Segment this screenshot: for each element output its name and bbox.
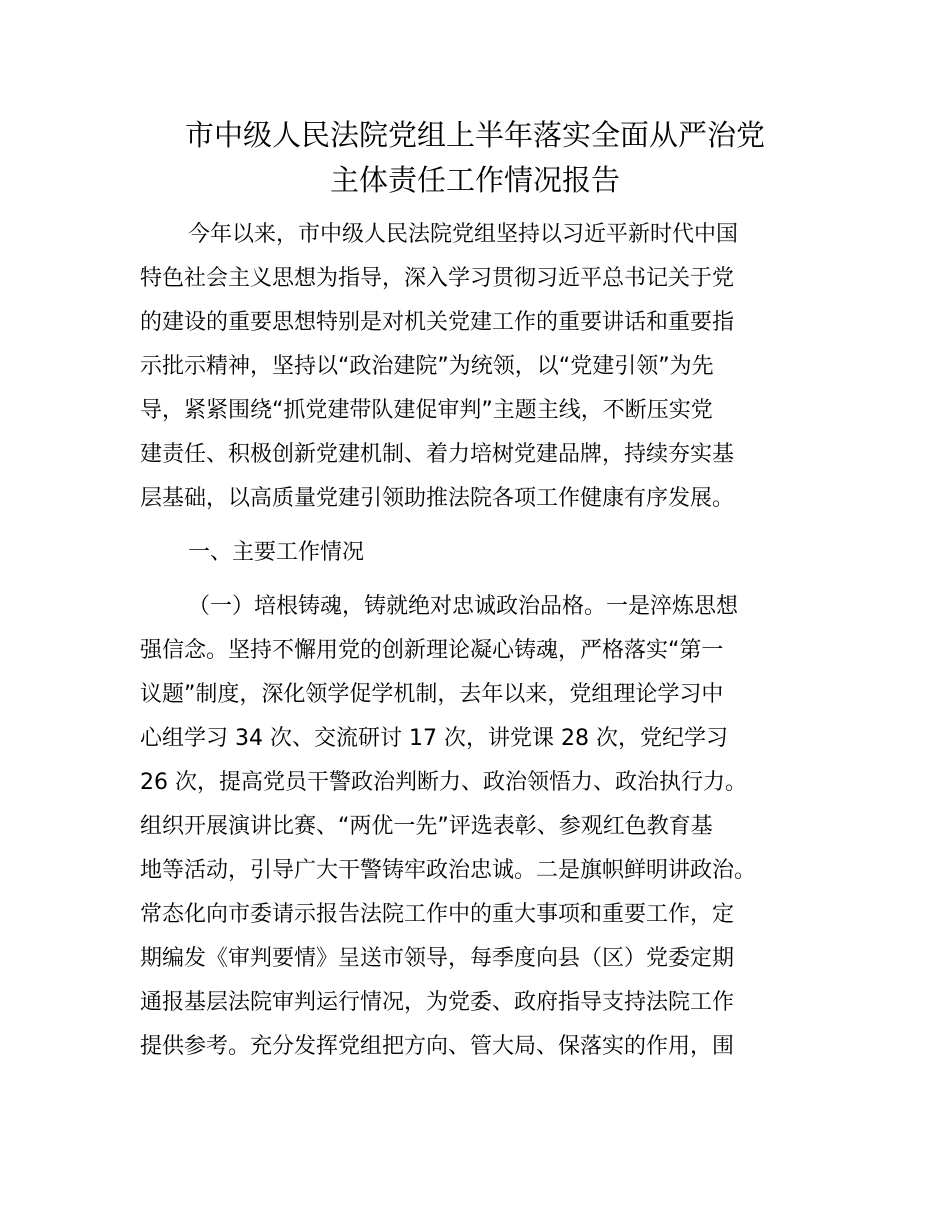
intro-paragraph	[140, 213, 820, 521]
paragraph-line: 心组学习 34 次、交流研讨 17 次，讲党课 28 次，党纪学习	[140, 726, 728, 751]
paragraph-line: 示批示精神，坚持以“政治建院”为统领，以“党建引领”为先	[140, 354, 714, 379]
paragraph-line: 26 次，提高党员干警政治判断力、政治领悟力、政治执行力。	[140, 770, 747, 795]
paragraph-line: 地等活动，引导广大干警铸牢政治忠诚。二是旗帜鲜明讲政治。	[140, 858, 757, 883]
paragraph-line: 今年以来，市中级人民法院党组坚持以习近平新时代中国	[188, 222, 739, 247]
paragraph-line: 通报基层法院审判运行情况，为党委、政府指导支持法院工作	[140, 990, 735, 1015]
paragraph-line: 组织开展演讲比赛、“两优一先”评选表彰、参观红色教育基	[140, 814, 713, 839]
paragraph-line: （一）培根铸魂，铸就绝对忠诚政治品格。一是淬炼思想	[188, 594, 739, 619]
section-heading: 一、主要工作情况	[188, 540, 365, 565]
paragraph-line: 议题”制度，深化领学促学机制，去年以来，党组理论学习中	[140, 682, 724, 707]
paragraph-line: 期编发《审判要情》呈送市领导，每季度向县（区）党委定期	[140, 946, 735, 971]
paragraph-line: 导，紧紧围绕“抓党建带队建促审判”主题主线，不断压实党	[140, 398, 713, 423]
paragraph-line: 提供参考。充分发挥党组把方向、管大局、保落实的作用，围	[140, 1034, 735, 1059]
paragraph-line: 层基础，以高质量党建引领助推法院各项工作健康有序发展。	[140, 486, 735, 511]
paragraph-line: 的建设的重要思想特别是对机关党建工作的重要讲话和重要指	[140, 310, 735, 335]
paragraph-line: 特色社会主义思想为指导，深入学习贯彻习近平总书记关于党	[140, 266, 735, 291]
paragraph-line: 强信念。坚持不懈用党的创新理论凝心铸魂，严格落实“第一	[140, 638, 724, 663]
document-title-line-1: 市中级人民法院党组上半年落实全面从严治党	[184, 118, 765, 152]
document-body	[140, 213, 820, 1069]
paragraph-line: 常态化向市委请示报告法院工作中的重大事项和重要工作，定	[140, 902, 735, 927]
paragraph-line: 建责任、积极创新党建机制、着力培树党建品牌，持续夯实基	[140, 442, 735, 467]
section-paragraph	[140, 585, 820, 1069]
document-title-line-2: 主体责任工作情况报告	[329, 163, 620, 197]
